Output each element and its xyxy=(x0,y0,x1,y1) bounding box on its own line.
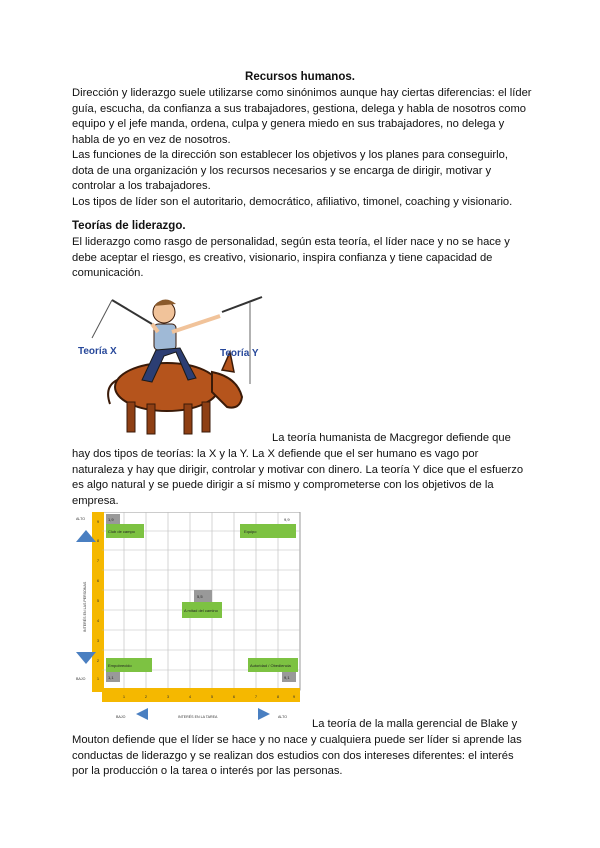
x-tick-7: 7 xyxy=(254,694,258,699)
paragraph-functions: Las funciones de la dirección son establecer los objetivos y los planes para conseguirlo, dota de una organización y los recursos necesarios y se encarga de dirigir, motivar y controlar a los trabajadores. xyxy=(72,149,508,193)
y-tick-2: 2 xyxy=(96,658,100,663)
cell-label-9-1: Autoridad / Obediencia xyxy=(250,663,291,668)
y-axis-high: ALTO xyxy=(76,517,86,521)
cell-label-1-1: Empobrecido xyxy=(108,663,132,668)
y-tick-1: 1 xyxy=(96,676,100,681)
y-tick-8: 8 xyxy=(96,538,100,543)
paragraph-blake-mouton-rest: Mouton defiende que el líder se hace y no nace y cualquiera puede ser líder si aprende las conductas de liderazgo y se realizan dos estudios con dos intereses diferentes: el interés por la producción o la tarea o interés por las personas. xyxy=(72,734,522,778)
x-tick-3: 3 xyxy=(166,694,170,699)
x-tick-9: 9 xyxy=(292,694,296,699)
x-tick-4: 4 xyxy=(188,694,192,699)
theory-x-y-illustration xyxy=(72,292,272,442)
y-tick-4: 4 xyxy=(96,618,100,623)
y-tick-3: 3 xyxy=(96,638,100,643)
arrow-left-icon xyxy=(136,708,148,720)
y-axis-label: INTERÉS EN LAS PERSONAS xyxy=(83,581,87,632)
x-tick-1: 1 xyxy=(122,694,126,699)
y-tick-6: 6 xyxy=(96,578,100,583)
x-axis-low: BAJO xyxy=(116,715,126,719)
paragraph-blake-mouton-start: La teoría de la malla gerencial de Blake y xyxy=(312,718,518,730)
y-axis-low: BAJO xyxy=(76,677,86,681)
y-tick-5: 5 xyxy=(96,598,100,603)
label-theory-y: Teoría Y xyxy=(220,348,259,359)
x-tick-5: 5 xyxy=(210,694,214,699)
x-axis-bar xyxy=(102,688,300,702)
document-title: Recursos humanos. xyxy=(245,71,355,83)
y-tick-9: 9 xyxy=(96,519,100,524)
y-tick-7: 7 xyxy=(96,558,100,563)
paragraph-leader-types: Los tipos de líder son el autoritario, democrático, afiliativo, timonel, coaching y visionario. xyxy=(72,196,513,208)
paragraph-leadership: Dirección y liderazgo suele utilizarse como sinónimos aunque hay ciertas diferencias: el líder guía, escucha, da confianza a sus trabajadores, gestiona, delega y habla de nosotros como equipo y el jefe manda, ordena, culpa y genera miedo en sus trabajadores, no delega y habla de yo en vez de nosotros. xyxy=(72,87,532,146)
cell-label-9-9: Equipo xyxy=(244,529,257,534)
arrow-right-icon xyxy=(258,708,270,720)
cell-label-1-9: Club de campo xyxy=(108,529,135,534)
managerial-grid-figure xyxy=(72,512,312,728)
x-tick-8: 8 xyxy=(276,694,280,699)
cell-code-9-9: 9,9 xyxy=(284,517,290,522)
paragraph-macgregor-start: La teoría humanista de Macgregor defiende que xyxy=(272,432,511,444)
cell-label-5-5: A mitad del camino xyxy=(184,608,218,613)
cell-code-9-1: 9,1 xyxy=(284,675,290,680)
cell-code-5-5: 5,5 xyxy=(197,594,203,599)
x-tick-6: 6 xyxy=(232,694,236,699)
x-tick-2: 2 xyxy=(144,694,148,699)
x-axis-high: ALTO xyxy=(278,715,288,719)
label-theory-x: Teoría X xyxy=(78,346,117,357)
cell-code-1-1: 1,1 xyxy=(108,675,114,680)
paragraph-macgregor-rest: hay dos tipos de teorías: la X y la Y. La X defiende que el ser humano es vago por naturaleza y hay que dirigir, controlar y motivar con dinero. La teoría Y dice que el esfuerzo es algo natural y se puede dirigir a sí mismo y comprometerse con los objetivos de la empresa. xyxy=(72,448,524,507)
section-heading: Teorías de liderazgo. xyxy=(72,220,186,232)
paragraph-trait-theory: El liderazgo como rasgo de personalidad, según esta teoría, el líder nace y no se hace y debe aceptar el riesgo, es creativo, visionario, inspira confianza y tiene capacidad de comunicación. xyxy=(72,236,510,280)
cell-code-1-9: 1,9 xyxy=(108,517,114,522)
x-axis-label: INTERÉS EN LA TAREA xyxy=(178,715,218,719)
